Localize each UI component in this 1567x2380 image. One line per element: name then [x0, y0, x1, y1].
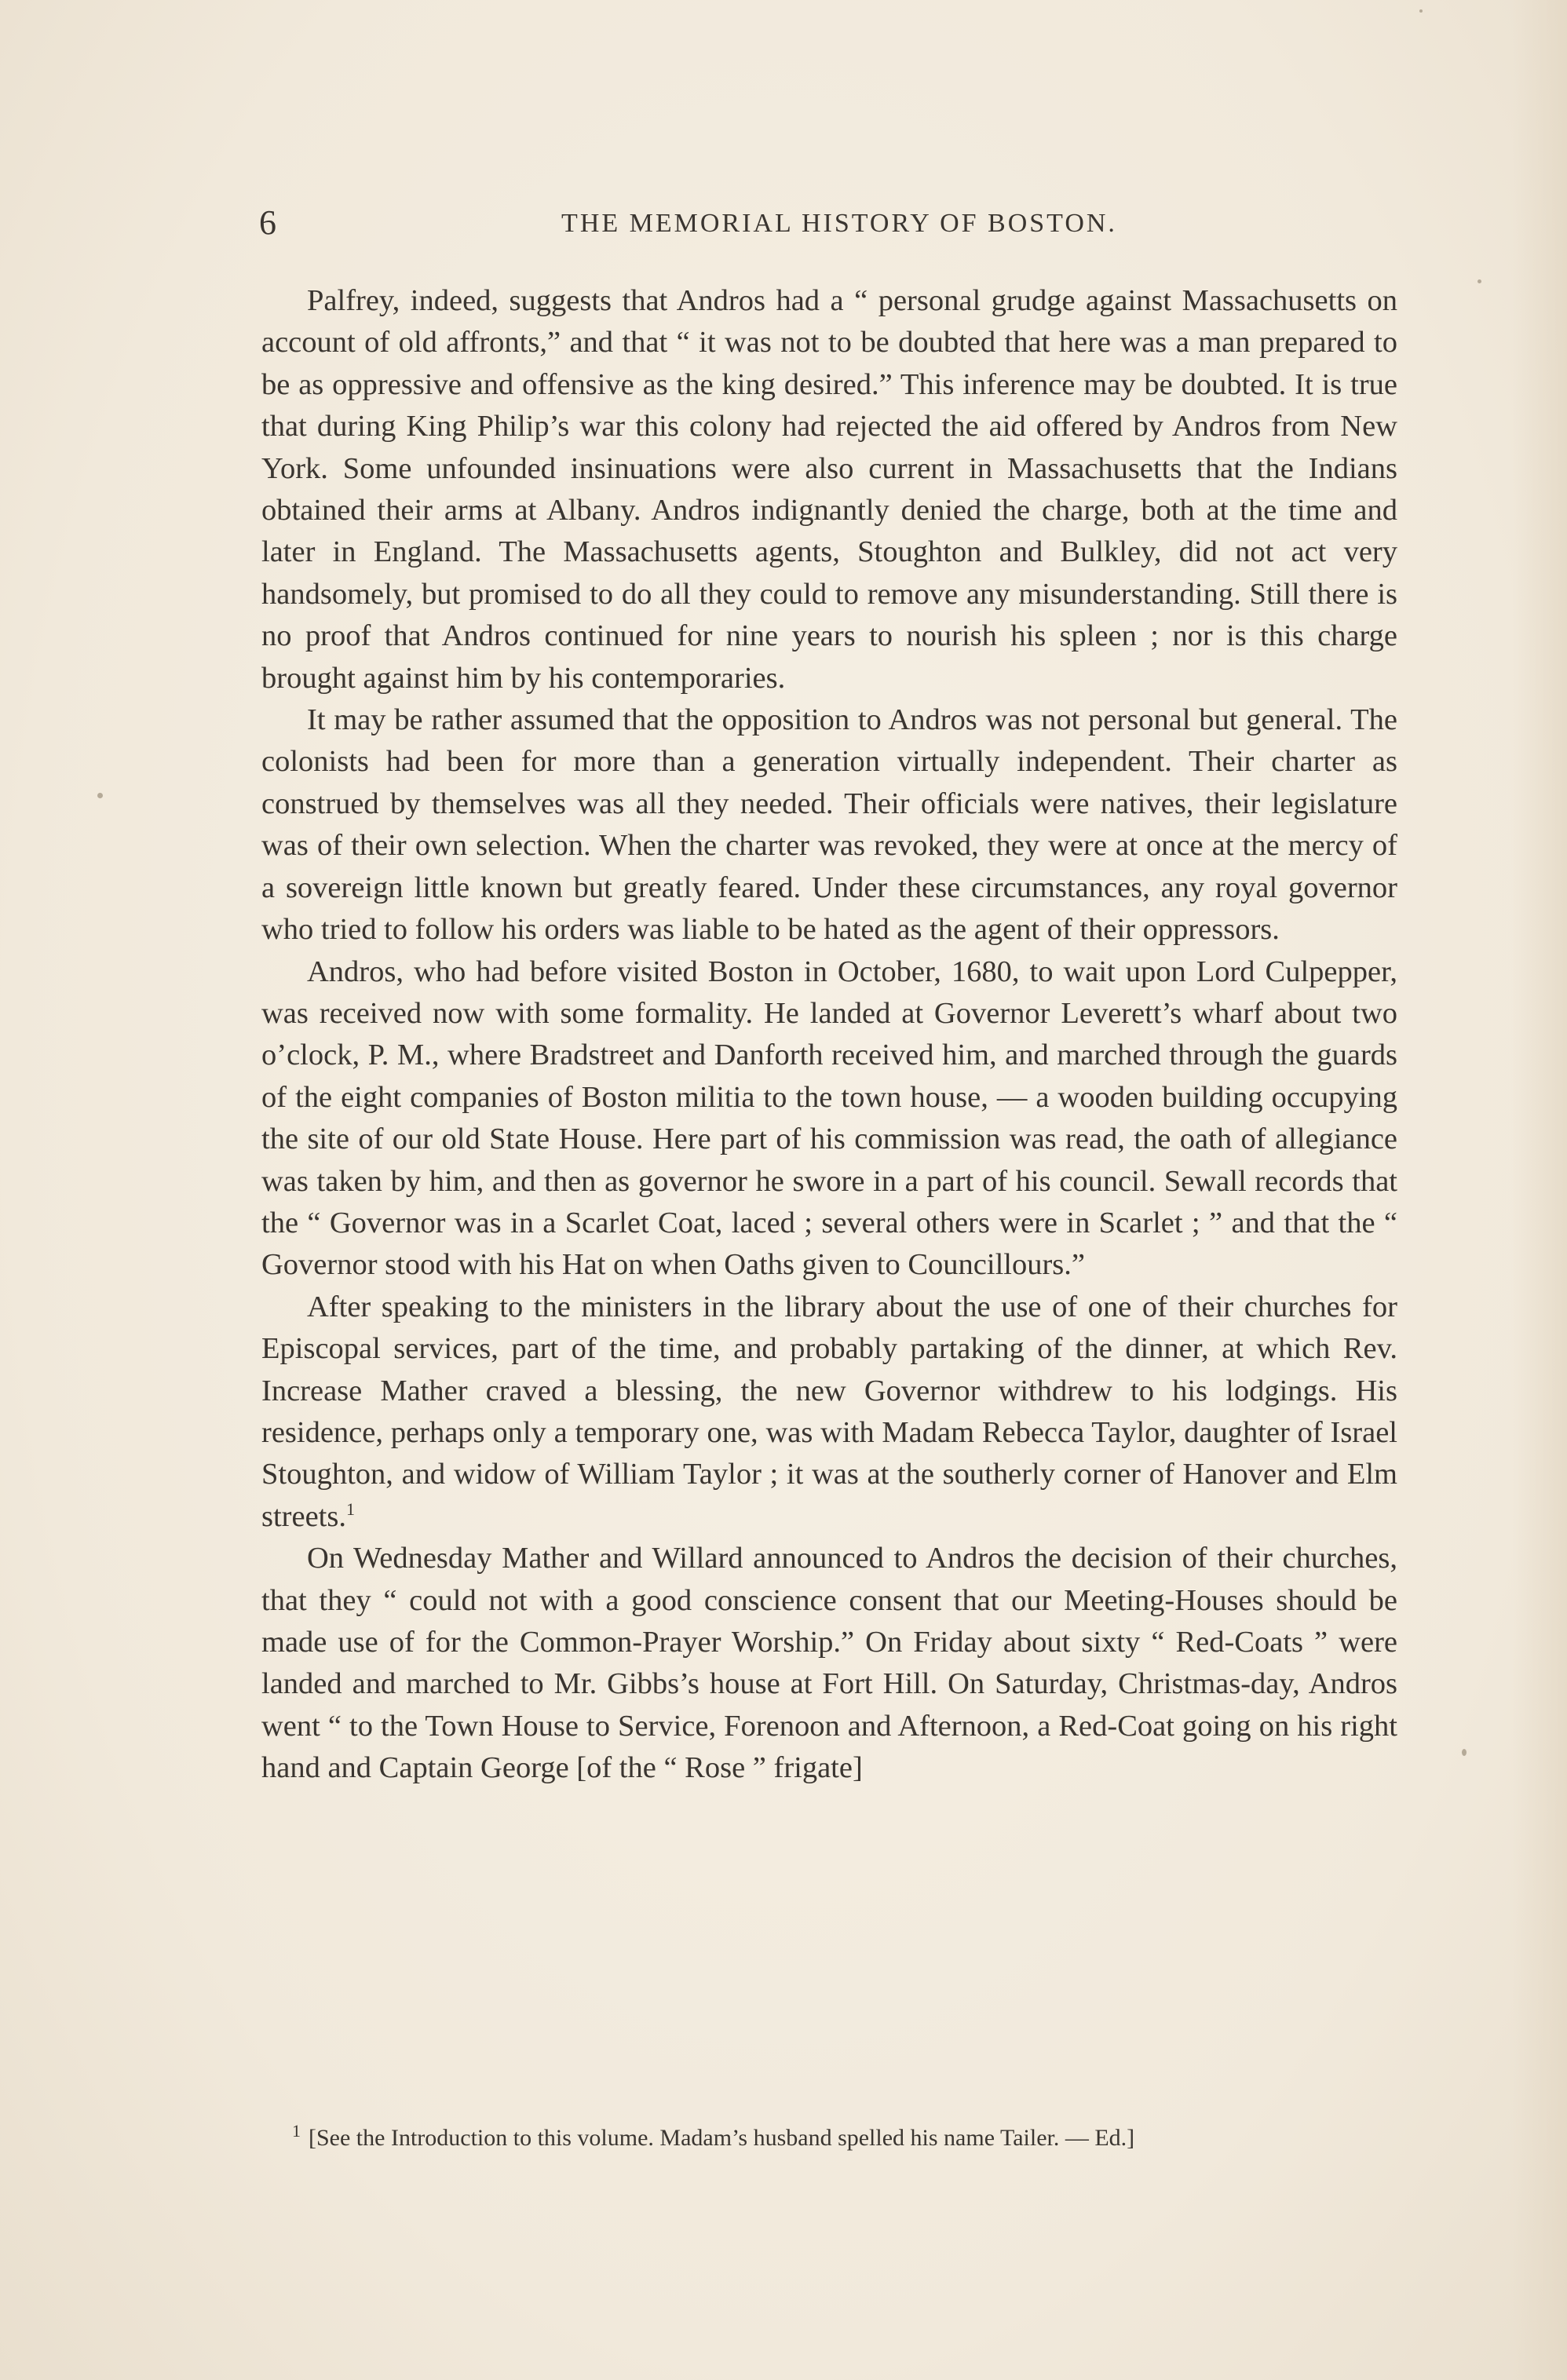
- paragraph-churches: On Wednesday Mather and Willard announced to Andros the decision of their churches, that they “ could not with a good conscience consent that our Meeting-Houses should be made use of for the Common-Prayer Worship.” On Friday about sixty “ Red-Coats ” were landed and marched to Mr. Gibbs’s house at Fort Hill. On Saturday, Christmas-day, Andros went “ to the Town House to Service, Forenoon and Afternoon, a Red-Coat going on his right hand and Captain George [of the “ Rose ” frigate]: [261, 1542, 1397, 1785]
- paragraph-palfrey: Palfrey, indeed, suggests that Andros had a “ personal grudge against Massachusetts on account of old affronts,” and that “ it was not to be doubted that here was a man prepared to be as oppressive and offensive as the king desired.” This inference may be doubted. It is true that during King Philip’s war this colony had rejected the aid offered by Andros from New York. Some unfounded insinuations were also current in Massachusetts that the Indians obtained their arms at Albany. Andros indignantly denied the charge, both at the time and later in England. The Massachusetts agents, Stoughton and Bulkley, did not act very handsomely, but promised to do all they could to remove any misunderstanding. Still there is no proof that Andros continued for nine years to nourish his spleen ; nor is this charge brought against him by his contemporaries.: [261, 284, 1397, 695]
- body-text: [261, 280, 1397, 1790]
- page-number: 6: [259, 203, 276, 242]
- paper-speck: [1419, 9, 1423, 13]
- paragraph-residence-text: After speaking to the ministers in the library about the use of one of their churches for Episcopal services, part of the time, and probably partaking of the dinner, at which Rev. Increase Mather craved a blessing, the new Governor withdrew to his lodgings. His residence, perhaps only a temporary one, was with Madam Rebecca Taylor, daughter of Israel Stoughton, and widow of William Taylor ; it was at the southerly corner of Hanover and Elm streets.: [261, 1290, 1397, 1533]
- paragraph-opposition: It may be rather assumed that the opposition to Andros was not personal but general. The colonists had been for more than a generation virtually independent. Their charter as construed by themselves was all they needed. Their officials were natives, their legislature was of their own selection. When the charter was revoked, they were at once at the mercy of a sovereign little known but greatly feared. Under these circumstances, any royal governor who tried to follow his orders was liable to be hated as the agent of their oppressors.: [261, 703, 1397, 947]
- running-title: THE MEMORIAL HISTORY OF BOSTON.: [561, 209, 1117, 238]
- footnote-reference: 1: [345, 1498, 355, 1519]
- paper-speck: [97, 793, 103, 798]
- paper-speck: [1462, 1749, 1467, 1756]
- footnote-text: [See the Introduction to this volume. Madam’s husband spelled his name Tailer. — Ed.]: [309, 2125, 1135, 2151]
- page-header: [259, 199, 1405, 246]
- paragraph-residence: [261, 1287, 1397, 1538]
- footnote: [292, 2112, 1407, 2158]
- footnote-marker: 1: [292, 2121, 301, 2141]
- paragraph-arrival: Andros, who had before visited Boston in October, 1680, to wait upon Lord Culpepper, was received now with some formality. He landed at Governor Leverett’s wharf about two o’clock, P. M., where Bradstreet and Danforth received him, and marched through the guards of the eight companies of Boston militia to the town house, — a wooden building occupying the site of our old State House. Here part of his commission was read, the oath of allegiance was taken by him, and then as governor he swore in a part of his council. Sewall records that the “ Governor was in a Scarlet Coat, laced ; several others were in Scarlet ; ” and that the “ Governor stood with his Hat on when Oaths given to Councillours.”: [261, 955, 1397, 1282]
- paper-speck: [1478, 279, 1481, 283]
- page-edge-shadow: [1512, 0, 1567, 2380]
